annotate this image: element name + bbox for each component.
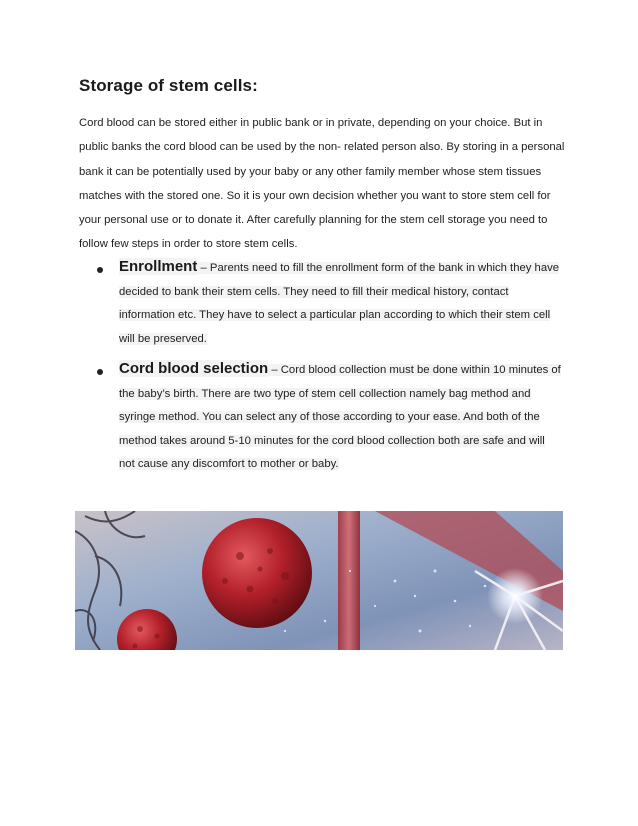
bullet-description: – Parents need to fill the enrollment form of the bank in which they have decided to bank their stem cells. They need to fill their medical history, contact information etc. They have to select a particular plan according to which their stem cell will be preserved. [119, 262, 560, 345]
bullet-term: Enrollment [119, 258, 198, 275]
bullet-description: – Cord blood collection must be done within 10 minutes of the baby’s birth. There are two type of stem cell collection namely bag method and syringe method. You can select any of those according to your ease. And both of the method takes around 5-10 minutes for the cord blood collection both are safe and will not cause any discomfort to mother or baby. [119, 364, 561, 470]
intro-paragraph: Cord blood can be stored either in public bank or in private, depending on your choice. But in public banks the cord blood can be used by the non- related person also. By storing in a personal bank it can be potentially used by your baby or any other family member whose stem tissues matches with the stored one. So it is your own decision whether you want to store stem cell for your personal use or to donate it. After carefully planning for the stem cell storage you need to follow few steps in order to store stem cells. [79, 117, 565, 251]
stem-cell-illustration [75, 511, 563, 650]
bullet-dot-icon [97, 267, 103, 273]
bullet-term: Cord blood selection [119, 360, 269, 377]
stem-cell-image [75, 511, 563, 650]
section-heading: Storage of stem cells: [79, 76, 258, 95]
bullet-dot-icon [97, 369, 103, 375]
